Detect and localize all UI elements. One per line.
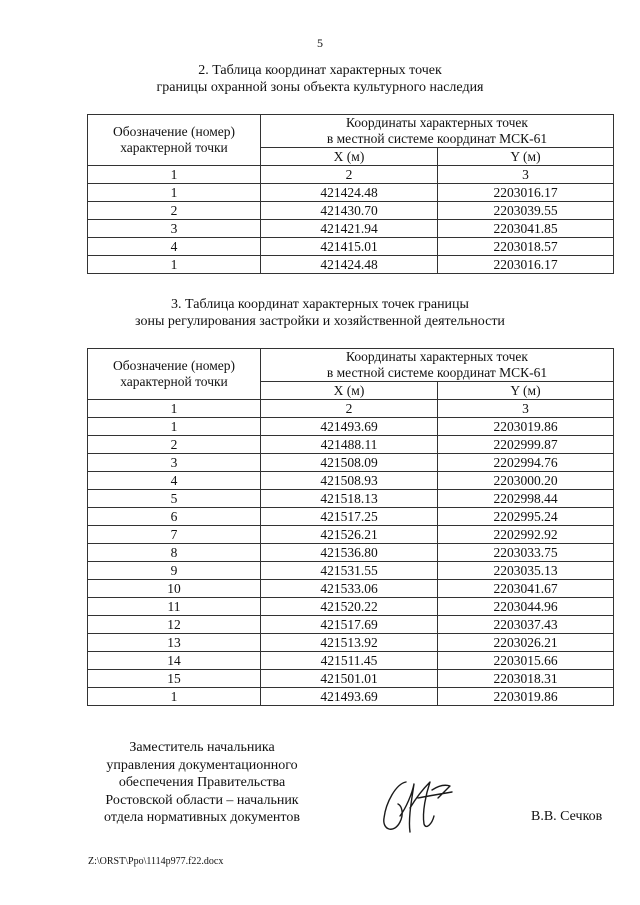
y-coordinate-cell: 2203033.75: [438, 544, 614, 562]
table-row: [88, 562, 614, 580]
y-coordinate-cell: 2203037.43: [438, 616, 614, 634]
table2-column-numbers: [88, 400, 614, 418]
y-coordinate-cell: 2203026.21: [438, 634, 614, 652]
y-coordinate-cell: 2203039.55: [438, 202, 614, 220]
x-coordinate-cell: 421424.48: [261, 256, 438, 274]
y-coordinate-cell: 2203015.66: [438, 652, 614, 670]
y-coordinate-cell: 2203019.86: [438, 688, 614, 706]
table-row: [88, 418, 614, 436]
table1-header-coords: Координаты характерных точек в местной системе координат МСК-61: [261, 115, 614, 148]
column-number: 3: [438, 400, 614, 418]
file-path: Z:\ORST\Ppo\1114p977.f22.docx: [88, 856, 224, 867]
y-coordinate-cell: 2203019.86: [438, 418, 614, 436]
point-number-cell: 3: [88, 220, 261, 238]
table2-header-x: X (м): [261, 382, 438, 400]
point-number-cell: 13: [88, 634, 261, 652]
table2-title: [0, 296, 640, 330]
x-coordinate-cell: 421430.70: [261, 202, 438, 220]
y-coordinate-cell: 2202999.87: [438, 436, 614, 454]
handwritten-signature: [372, 768, 472, 840]
table-row: [88, 652, 614, 670]
y-coordinate-cell: 2202998.44: [438, 490, 614, 508]
point-number-cell: 4: [88, 238, 261, 256]
y-coordinate-cell: 2203016.17: [438, 256, 614, 274]
point-number-cell: 3: [88, 454, 261, 472]
x-coordinate-cell: 421424.48: [261, 184, 438, 202]
signer-position-line: Ростовской области – начальник: [105, 792, 299, 808]
y-coordinate-cell: 2203018.57: [438, 238, 614, 256]
column-number: 3: [438, 166, 614, 184]
point-number-cell: 7: [88, 526, 261, 544]
point-number-cell: 12: [88, 616, 261, 634]
signer-position: [82, 739, 322, 827]
table-row: [88, 616, 614, 634]
x-coordinate-cell: 421421.94: [261, 220, 438, 238]
x-coordinate-cell: 421493.69: [261, 688, 438, 706]
y-coordinate-cell: 2203044.96: [438, 598, 614, 616]
x-coordinate-cell: 421536.80: [261, 544, 438, 562]
point-number-cell: 15: [88, 670, 261, 688]
table-row: [88, 544, 614, 562]
table-row: [88, 598, 614, 616]
column-number: 2: [261, 166, 438, 184]
table1-header-x: X (м): [261, 148, 438, 166]
point-number-cell: 1: [88, 418, 261, 436]
x-coordinate-cell: 421531.55: [261, 562, 438, 580]
point-number-cell: 4: [88, 472, 261, 490]
table1-header-y: Y (м): [438, 148, 614, 166]
y-coordinate-cell: 2203016.17: [438, 184, 614, 202]
y-coordinate-cell: 2203035.13: [438, 562, 614, 580]
table-row: [88, 184, 614, 202]
table2-header-coords: Координаты характерных точек в местной системе координат МСК-61: [261, 349, 614, 382]
table1-coordinates: [87, 114, 614, 274]
x-coordinate-cell: 421488.11: [261, 436, 438, 454]
point-number-cell: 6: [88, 508, 261, 526]
y-coordinate-cell: 2202994.76: [438, 454, 614, 472]
point-number-cell: 11: [88, 598, 261, 616]
table-row: [88, 202, 614, 220]
table-row: [88, 490, 614, 508]
column-number: 2: [261, 400, 438, 418]
x-coordinate-cell: 421511.45: [261, 652, 438, 670]
point-number-cell: 1: [88, 184, 261, 202]
point-number-cell: 2: [88, 436, 261, 454]
table2-header-point: Обозначение (номер) характерной точки: [88, 349, 261, 400]
table-row: [88, 256, 614, 274]
table1-column-numbers: [88, 166, 614, 184]
x-coordinate-cell: 421415.01: [261, 238, 438, 256]
x-coordinate-cell: 421517.69: [261, 616, 438, 634]
table-row: [88, 238, 614, 256]
point-number-cell: 8: [88, 544, 261, 562]
table2-title-line: зоны регулирования застройки и хозяйственной деятельности: [135, 314, 505, 329]
column-number: 1: [88, 166, 261, 184]
signer-position-line: отдела нормативных документов: [104, 810, 300, 826]
table2-title-line: 3. Таблица координат характерных точек границы: [171, 297, 469, 312]
point-number-cell: 10: [88, 580, 261, 598]
table-row: [88, 436, 614, 454]
table-row: [88, 454, 614, 472]
table-row: [88, 220, 614, 238]
y-coordinate-cell: 2202992.92: [438, 526, 614, 544]
x-coordinate-cell: 421533.06: [261, 580, 438, 598]
y-coordinate-cell: 2203041.67: [438, 580, 614, 598]
table1-header-point: Обозначение (номер) характерной точки: [88, 115, 261, 166]
x-coordinate-cell: 421508.09: [261, 454, 438, 472]
y-coordinate-cell: 2203041.85: [438, 220, 614, 238]
column-number: 1: [88, 400, 261, 418]
y-coordinate-cell: 2203018.31: [438, 670, 614, 688]
y-coordinate-cell: 2202995.24: [438, 508, 614, 526]
x-coordinate-cell: 421501.01: [261, 670, 438, 688]
x-coordinate-cell: 421517.25: [261, 508, 438, 526]
table-row: [88, 508, 614, 526]
page-number: 5: [317, 36, 323, 50]
point-number-cell: 2: [88, 202, 261, 220]
x-coordinate-cell: 421518.13: [261, 490, 438, 508]
point-number-cell: 9: [88, 562, 261, 580]
signer-position-line: Заместитель начальника: [129, 740, 275, 755]
signer-position-line: управления документационного: [106, 757, 298, 773]
signer-name: В.В. Сечков: [531, 809, 603, 824]
x-coordinate-cell: 421526.21: [261, 526, 438, 544]
point-number-cell: 1: [88, 688, 261, 706]
x-coordinate-cell: 421513.92: [261, 634, 438, 652]
table-row: [88, 634, 614, 652]
point-number-cell: 5: [88, 490, 261, 508]
signer-position-line: обеспечения Правительства: [118, 775, 286, 791]
point-number-cell: 14: [88, 652, 261, 670]
table-row: [88, 670, 614, 688]
table2-coordinates: [87, 348, 614, 706]
table1-title-line: 2. Таблица координат характерных точек: [198, 63, 442, 78]
point-number-cell: 1: [88, 256, 261, 274]
x-coordinate-cell: 421520.22: [261, 598, 438, 616]
x-coordinate-cell: 421508.93: [261, 472, 438, 490]
table1-title: [0, 62, 640, 96]
y-coordinate-cell: 2203000.20: [438, 472, 614, 490]
table-row: [88, 472, 614, 490]
table2-header-y: Y (м): [438, 382, 614, 400]
x-coordinate-cell: 421493.69: [261, 418, 438, 436]
table-row: [88, 580, 614, 598]
table-row: [88, 688, 614, 706]
table1-title-line: границы охранной зоны объекта культурного наследия: [156, 80, 484, 95]
table-row: [88, 526, 614, 544]
